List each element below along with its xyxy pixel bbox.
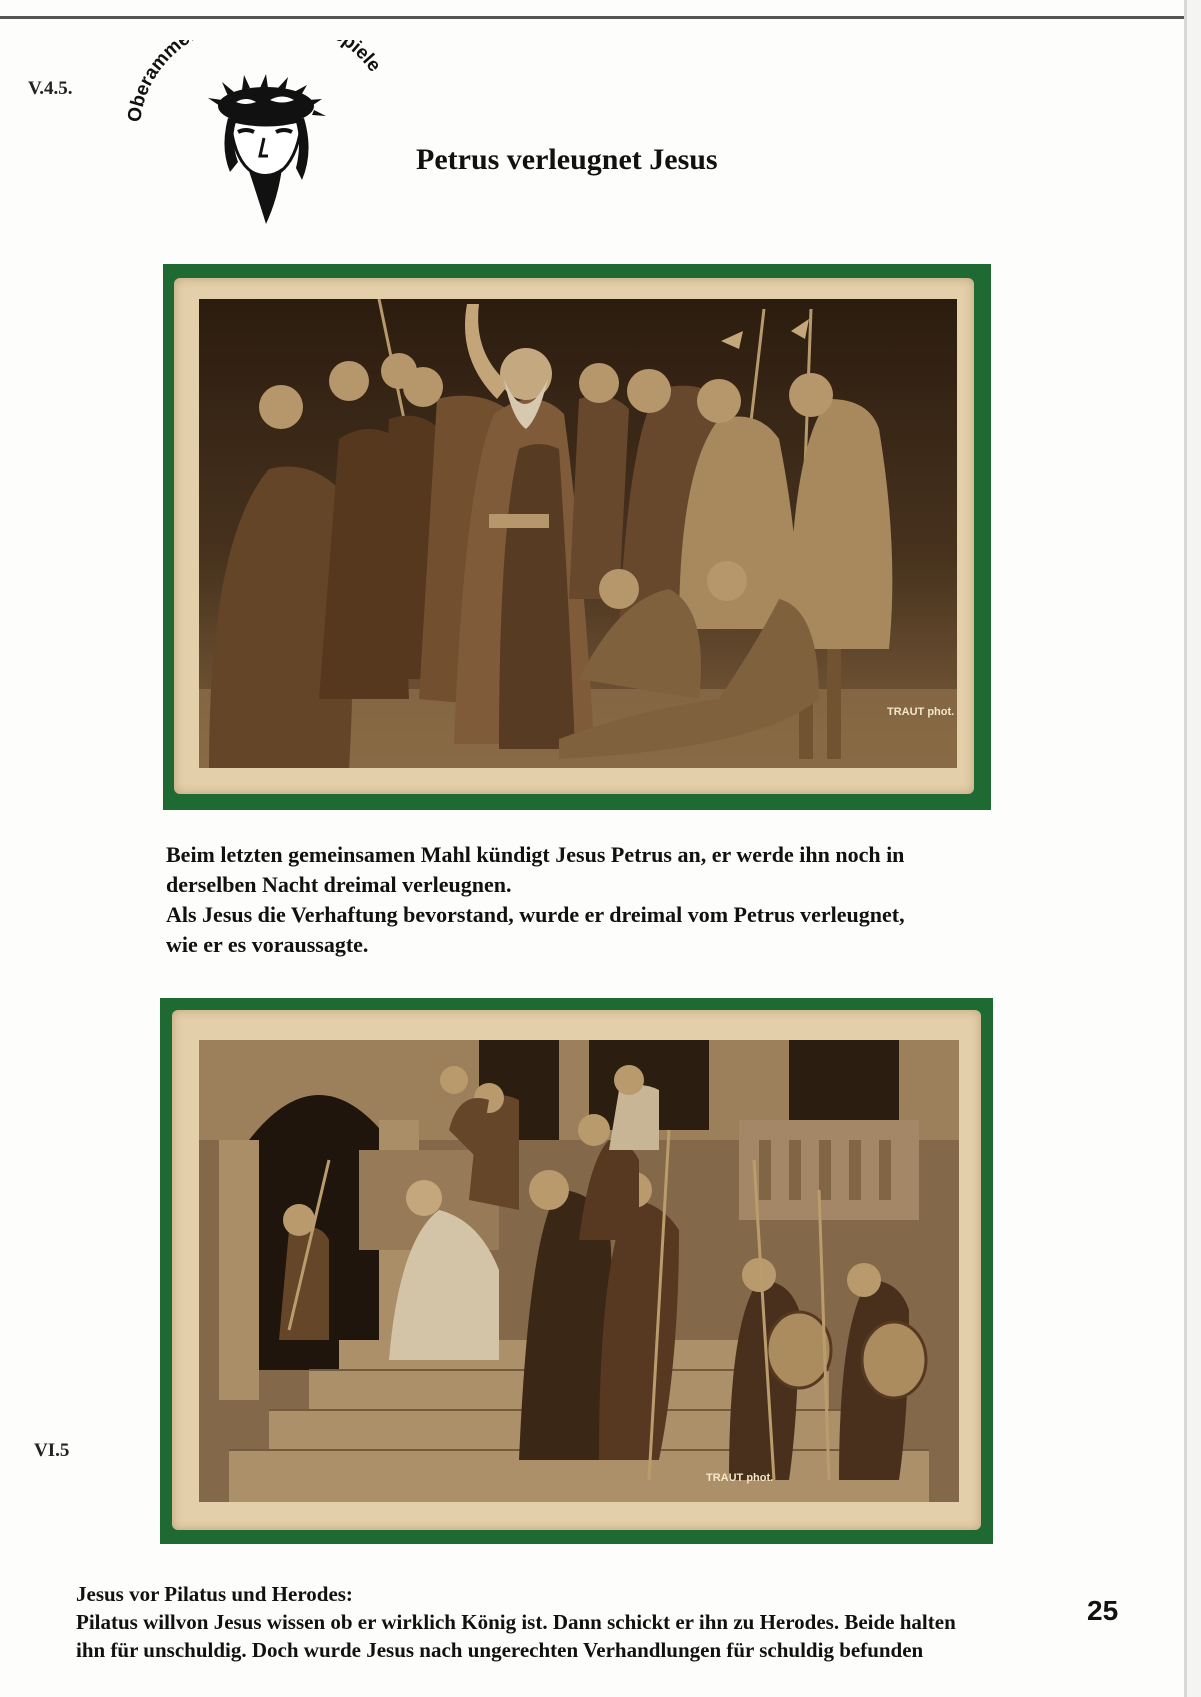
bottom-heading: Jesus vor Pilatus und Herodes: bbox=[76, 1582, 353, 1606]
photo-peter-denies-jesus bbox=[199, 299, 957, 768]
crown-of-thorns-icon bbox=[208, 74, 326, 125]
photo-jesus-before-pilate bbox=[199, 1040, 959, 1502]
top-rule bbox=[0, 16, 1184, 19]
bottom-line: ihn für unschuldig. Doch wurde Jesus nach ungerechten Verhandlungen für schuldig befunden bbox=[76, 1638, 924, 1662]
jesus-face-icon bbox=[224, 118, 308, 224]
caption-line: derselben Nacht dreimal verleugnen. bbox=[166, 872, 512, 897]
caption-line: Als Jesus die Verhaftung bevorstand, wurde er dreimal vom Petrus verleugnet, bbox=[166, 902, 905, 927]
logo-arc-text: Oberamm piele bbox=[124, 40, 385, 124]
caption-text bbox=[166, 840, 1026, 960]
passion-play-logo bbox=[118, 40, 438, 230]
bottom-description bbox=[76, 1580, 1076, 1664]
caption-line: Beim letzten gemeinsamen Mahl kündigt Jesus Petrus an, er werde ihn noch in bbox=[166, 842, 905, 867]
photo-credit-first: TRAUT phot. bbox=[887, 706, 955, 718]
page-title: Petrus verleugnet Jesus bbox=[416, 143, 718, 176]
caption-line: wie er es voraussagte. bbox=[166, 932, 369, 957]
page-number: 25 bbox=[1087, 1595, 1119, 1626]
photo-credit-second: TRAUT phot. bbox=[706, 1472, 774, 1484]
bottom-line: Pilatus willvon Jesus wissen ob er wirklich König ist. Dann schickt er ihn zu Herodes. Beide halten bbox=[76, 1610, 956, 1634]
section-code-top: V.4.5. bbox=[28, 78, 73, 99]
section-code-middle: VI.5 bbox=[34, 1440, 70, 1461]
